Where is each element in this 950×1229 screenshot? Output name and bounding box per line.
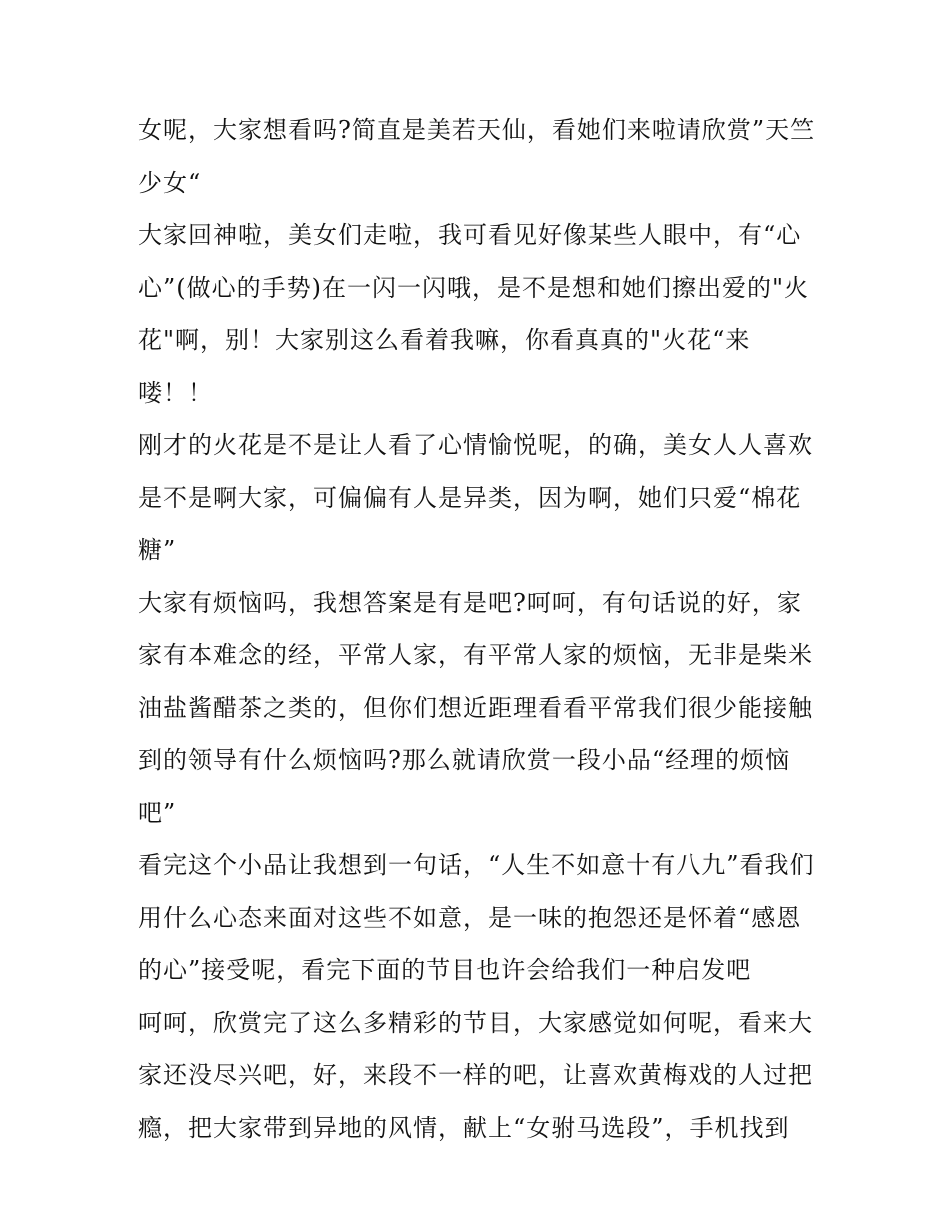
text-line: 瘾，把大家带到异地的风情，献上“女驸马选段”，手机找到 [138,1113,790,1142]
text-line: 刚才的火花是不是让人看了心情愉悦呢，的确，美女人人喜欢 [138,431,813,459]
text-line: 心”(做心的手势)在一闪一闪哦，是不是想和她们擦出爱的"火 [138,273,810,302]
text-line: 是不是啊大家，可偏偏有人是异类，因为啊，她们只爱“棉花 [138,483,802,512]
text-line: 少女“ [138,168,202,197]
text-line: 到的领导有什么烦恼吗?那么就请欣赏一段小品“经理的烦恼 [138,746,791,774]
text-line: 家有本难念的经，平常人家，有平常人家的烦恼，无非是柴米 [138,641,813,669]
text-line: 看完这个小品让我想到一句话，“人生不如意十有八九”看我们 [138,851,815,879]
text-line: 糖” [138,536,177,564]
text-line: 大家有烦恼吗，我想答案是有是吧?呵呵，有句话说的好，家 [138,588,802,617]
text-line: 吧” [138,798,177,827]
body-text [138,104,828,1154]
text-line: 家还没尽兴吧，好，来段不一样的吧，让喜欢黄梅戏的人过把 [138,1061,813,1089]
text-line: 油盐酱醋茶之类的，但你们想近距理看看平常我们很少能接触 [138,693,813,722]
text-line: 呵呵，欣赏完了这么多精彩的节目，大家感觉如何呢，看来大 [138,1008,813,1037]
text-line: 喽！！ [138,378,213,407]
text-line: 花"啊，别！大家别这么看着我嘛，你看真真的"火花“来 [138,326,751,354]
text-line: 的心”接受呢，看完下面的节目也许会给我们一种启发吧 [138,956,752,984]
text-line: 女呢，大家想看吗?简直是美若天仙，看她们来啦请欣赏”天竺 [138,116,816,144]
text-line: 大家回神啦，美女们走啦，我可看见好像某些人眼中，有“心 [138,221,802,249]
text-line: 用什么心态来面对这些不如意，是一味的抱怨还是怀着“感恩 [138,903,802,932]
